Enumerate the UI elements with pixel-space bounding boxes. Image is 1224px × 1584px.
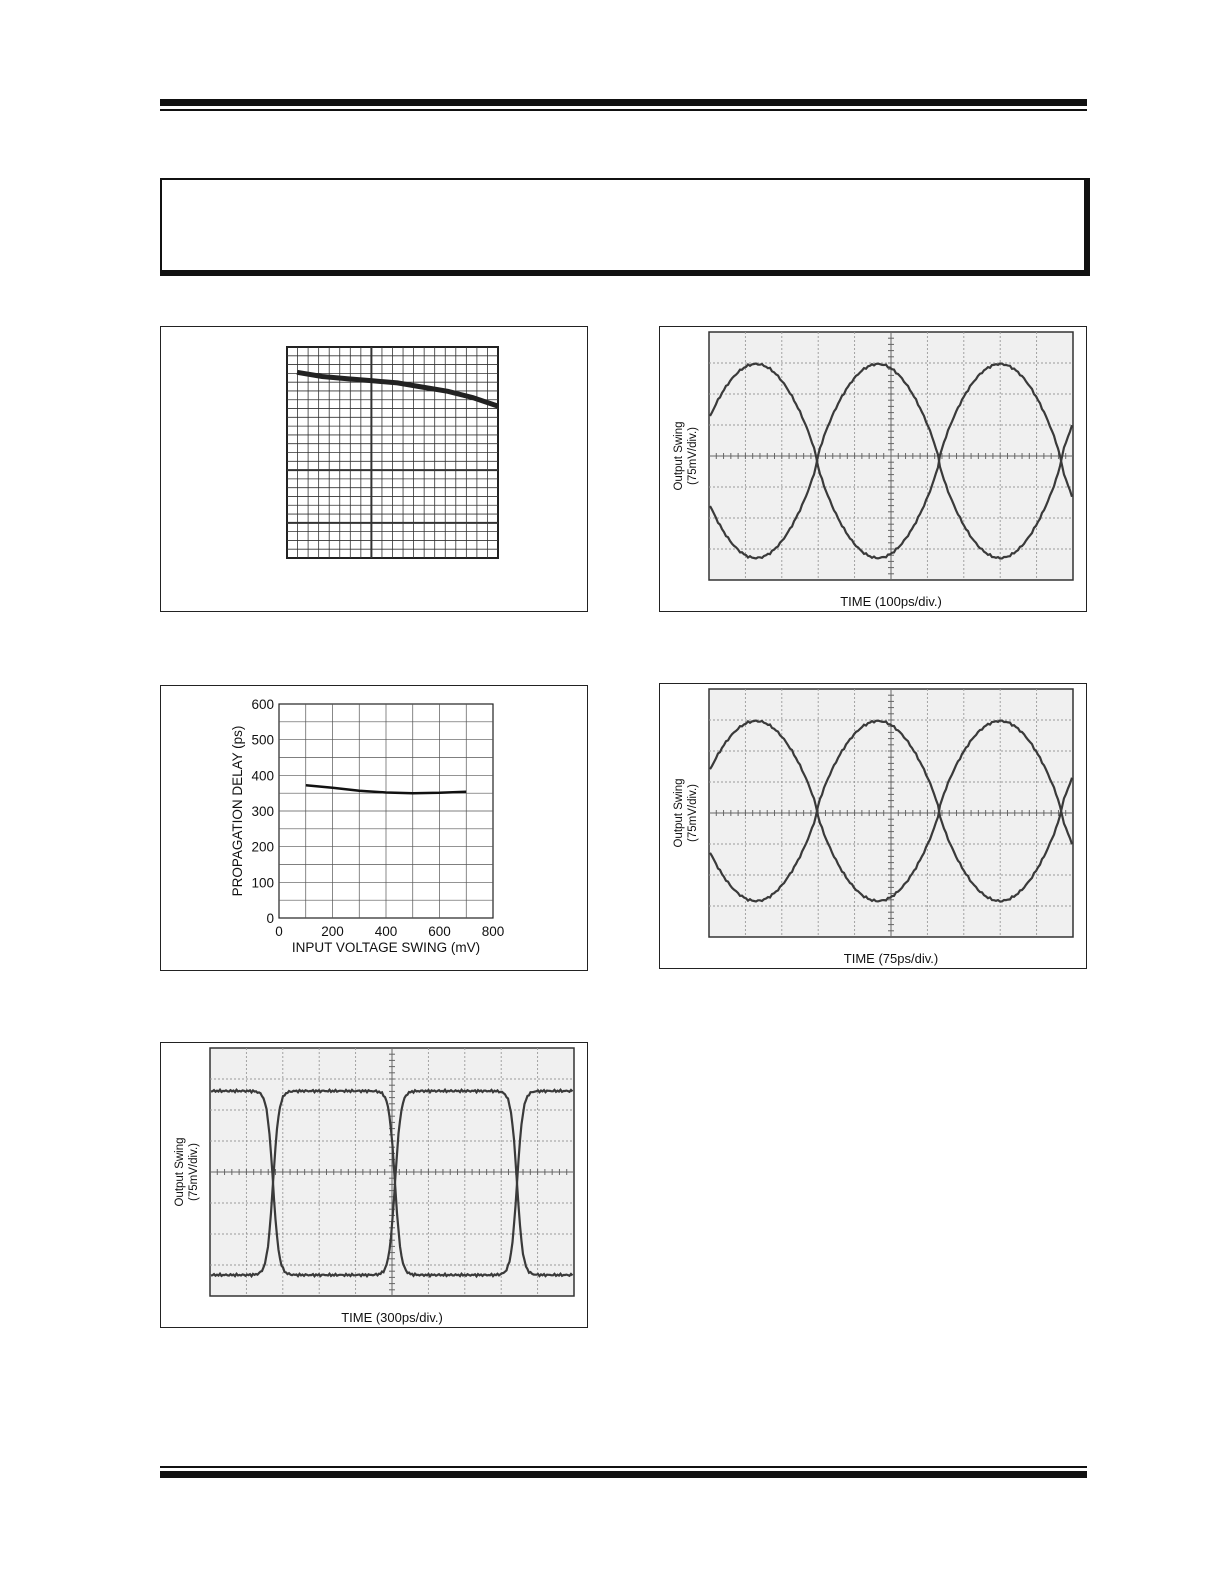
y-axis-label-line2: (75mV/div.)	[687, 427, 699, 485]
eye-diagram-75ps-panel	[659, 683, 1087, 969]
footer-rule-thick	[160, 1471, 1087, 1478]
eye-diagram-100ps	[660, 327, 1086, 611]
y-axis-label-line1: Output Swing	[673, 421, 685, 491]
footer-rule-thin	[160, 1466, 1087, 1468]
section-title-box	[160, 178, 1090, 276]
y-tick-label: 0	[266, 911, 274, 926]
eye-diagram-75ps	[660, 684, 1086, 968]
x-axis-label: INPUT VOLTAGE SWING (mV)	[291, 940, 481, 955]
prop-delay-panel	[160, 685, 588, 971]
y-tick-label: 300	[251, 804, 274, 819]
y-tick-label: 500	[251, 732, 274, 748]
x-tick-label: 600	[428, 924, 451, 939]
y-axis-label-line1: Output Swing	[174, 1137, 186, 1207]
y-tick-label: 600	[251, 697, 274, 712]
x-tick-label: 200	[321, 924, 344, 939]
header-rule-thick	[160, 99, 1087, 106]
waveform-300ps-panel	[160, 1042, 588, 1328]
eye-diagram-100ps-panel	[659, 326, 1087, 612]
x-axis-label: TIME (100ps/div.)	[840, 594, 942, 609]
y-axis-label: PROPAGATION DELAY (ps)	[230, 725, 245, 897]
header-rule-thin	[160, 109, 1087, 111]
unlabeled-chart	[161, 327, 587, 611]
y-axis-label-line2: (75mV/div.)	[687, 784, 699, 842]
x-tick-label: 800	[481, 924, 505, 939]
x-tick-label: 0	[275, 924, 283, 939]
prop-delay-chart	[161, 686, 587, 970]
x-tick-label: 400	[374, 924, 398, 939]
y-axis-label-line2: (75mV/div.)	[188, 1143, 200, 1201]
y-axis-label-line1: Output Swing	[673, 778, 685, 848]
x-axis-label: TIME (300ps/div.)	[341, 1310, 443, 1325]
unlabeled-chart-grid	[287, 347, 498, 558]
y-tick-label: 100	[251, 875, 274, 891]
y-tick-label: 400	[251, 768, 274, 784]
x-axis-label: TIME (75ps/div.)	[843, 951, 939, 966]
chart-panel-unlabeled	[160, 326, 588, 612]
waveform-300ps	[161, 1043, 587, 1327]
y-tick-label: 200	[251, 839, 274, 855]
